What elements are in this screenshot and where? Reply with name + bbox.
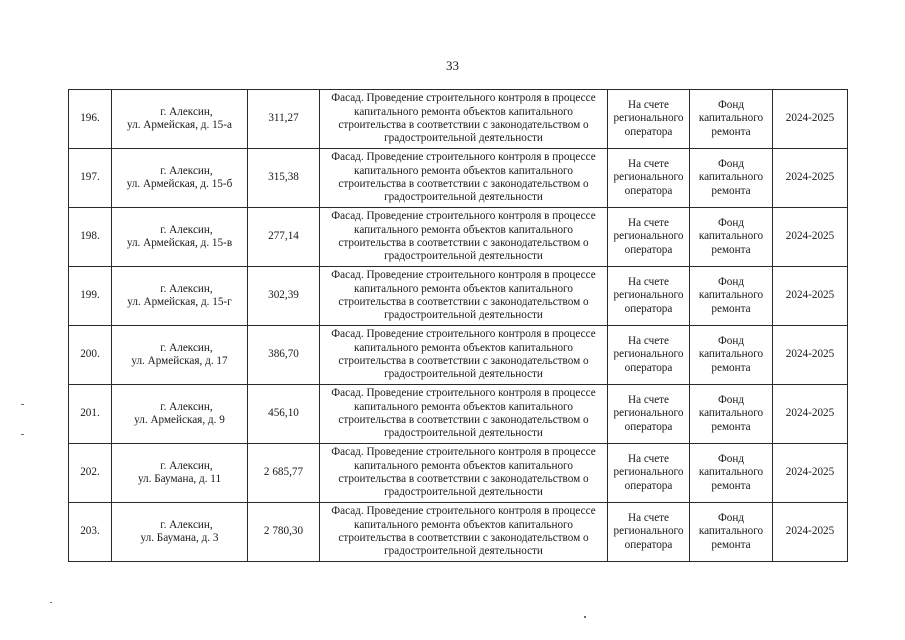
account-line: регионального bbox=[613, 407, 684, 420]
funding-source-cell bbox=[690, 208, 773, 267]
address-cell bbox=[112, 503, 248, 562]
work-description-line: Фасад. Проведение строительного контроля в процессе bbox=[331, 446, 596, 459]
work-description-line: Фасад. Проведение строительного контроля в процессе bbox=[331, 328, 596, 341]
table-body bbox=[69, 90, 848, 562]
row-number-cell: 198. bbox=[69, 208, 112, 267]
area-cell: 2 685,77 bbox=[248, 444, 320, 503]
funding-source-line: ремонта bbox=[711, 420, 751, 433]
table-row bbox=[69, 444, 848, 503]
funding-source-line: ремонта bbox=[711, 361, 751, 374]
account-line: На счете bbox=[627, 216, 670, 229]
account-cell bbox=[608, 444, 690, 503]
work-description-line: Фасад. Проведение строительного контроля в процессе bbox=[331, 151, 596, 164]
table-row bbox=[69, 326, 848, 385]
period-cell: 2024-2025 bbox=[773, 503, 848, 562]
work-description-line: градостроительной деятельности bbox=[384, 191, 543, 204]
period-cell: 2024-2025 bbox=[773, 267, 848, 326]
account-line: оператора bbox=[624, 479, 673, 492]
account-cell bbox=[608, 267, 690, 326]
work-description-line: капитального ремонта объектов капитального bbox=[354, 518, 573, 531]
funding-source-line: капитального bbox=[698, 112, 764, 125]
scan-speck bbox=[21, 434, 24, 435]
account-line: регионального bbox=[613, 289, 684, 302]
funding-source-line: Фонд bbox=[717, 275, 745, 288]
area-cell: 2 780,30 bbox=[248, 503, 320, 562]
account-cell bbox=[608, 90, 690, 149]
period-cell: 2024-2025 bbox=[773, 208, 848, 267]
row-number-cell: 197. bbox=[69, 149, 112, 208]
area-cell: 277,14 bbox=[248, 208, 320, 267]
work-description-cell bbox=[320, 149, 608, 208]
table-row bbox=[69, 503, 848, 562]
work-description-line: капитального ремонта объектов капитального bbox=[354, 105, 573, 118]
funding-source-line: ремонта bbox=[711, 125, 751, 138]
account-line: оператора bbox=[624, 302, 673, 315]
row-number-cell: 200. bbox=[69, 326, 112, 385]
period-cell: 2024-2025 bbox=[773, 149, 848, 208]
address-cell bbox=[112, 267, 248, 326]
row-number-cell: 196. bbox=[69, 90, 112, 149]
work-description-line: строительства в соответствии с законодательством о bbox=[338, 473, 589, 485]
work-description-line: Фасад. Проведение строительного контроля в процессе bbox=[331, 269, 596, 282]
funding-source-line: Фонд bbox=[717, 511, 745, 524]
period-cell: 2024-2025 bbox=[773, 444, 848, 503]
work-description-line: строительства в соответствии с законодательством о bbox=[338, 532, 589, 544]
account-line: оператора bbox=[624, 538, 673, 551]
account-line: оператора bbox=[624, 420, 673, 433]
table-row bbox=[69, 385, 848, 444]
address-line: г. Алексин, bbox=[160, 164, 213, 177]
funding-source-line: капитального bbox=[698, 230, 764, 243]
work-description-line: строительства в соответствии с законодательством о bbox=[338, 237, 589, 249]
work-description-line: градостроительной деятельности bbox=[384, 309, 543, 322]
row-number-cell: 203. bbox=[69, 503, 112, 562]
area-cell: 315,38 bbox=[248, 149, 320, 208]
work-description-cell bbox=[320, 503, 608, 562]
funding-source-line: капитального bbox=[698, 525, 764, 538]
account-line: регионального bbox=[613, 466, 684, 479]
address-line: ул. Баумана, д. 3 bbox=[140, 532, 219, 544]
address-line: г. Алексин, bbox=[160, 400, 213, 413]
capital-repair-table bbox=[68, 89, 848, 562]
period-cell: 2024-2025 bbox=[773, 90, 848, 149]
account-cell bbox=[608, 326, 690, 385]
row-number-cell: 202. bbox=[69, 444, 112, 503]
funding-source-line: капитального bbox=[698, 348, 764, 361]
work-description-cell bbox=[320, 90, 608, 149]
funding-source-line: ремонта bbox=[711, 184, 751, 197]
work-description-line: капитального ремонта объектов капитального bbox=[354, 164, 573, 177]
account-line: регионального bbox=[613, 348, 684, 361]
account-line: регионального bbox=[613, 525, 684, 538]
work-description-line: градостроительной деятельности bbox=[384, 368, 543, 381]
address-cell bbox=[112, 149, 248, 208]
address-cell bbox=[112, 326, 248, 385]
address-line: ул. Баумана, д. 11 bbox=[137, 473, 222, 485]
funding-source-line: капитального bbox=[698, 466, 764, 479]
account-cell bbox=[608, 503, 690, 562]
address-line: г. Алексин, bbox=[160, 341, 213, 354]
period-cell: 2024-2025 bbox=[773, 385, 848, 444]
funding-source-line: Фонд bbox=[717, 452, 745, 465]
work-description-cell bbox=[320, 326, 608, 385]
work-description-line: градостроительной деятельности bbox=[384, 545, 543, 558]
address-cell bbox=[112, 208, 248, 267]
funding-source-cell bbox=[690, 444, 773, 503]
work-description-cell bbox=[320, 267, 608, 326]
account-line: На счете bbox=[627, 275, 670, 288]
funding-source-line: Фонд bbox=[717, 98, 745, 111]
work-description-line: Фасад. Проведение строительного контроля в процессе bbox=[331, 210, 596, 223]
funding-source-line: Фонд bbox=[717, 393, 745, 406]
address-line: г. Алексин, bbox=[160, 105, 213, 118]
funding-source-cell bbox=[690, 149, 773, 208]
account-line: На счете bbox=[627, 334, 670, 347]
address-line: ул. Армейская, д. 15-в bbox=[126, 237, 233, 249]
address-line: ул. Армейская, д. 9 bbox=[134, 414, 225, 426]
work-description-line: капитального ремонта объектов капитального bbox=[354, 341, 573, 354]
funding-source-cell bbox=[690, 267, 773, 326]
funding-source-cell bbox=[690, 90, 773, 149]
work-description-line: строительства в соответствии с законодательством о bbox=[338, 119, 589, 131]
period-cell: 2024-2025 bbox=[773, 326, 848, 385]
funding-source-line: капитального bbox=[698, 407, 764, 420]
work-description-line: капитального ремонта объектов капитального bbox=[354, 400, 573, 413]
page-number: 33 bbox=[446, 58, 459, 73]
area-cell: 302,39 bbox=[248, 267, 320, 326]
work-description-line: градостроительной деятельности bbox=[384, 132, 543, 145]
address-cell bbox=[112, 385, 248, 444]
area-cell: 311,27 bbox=[248, 90, 320, 149]
account-line: оператора bbox=[624, 243, 673, 256]
funding-source-line: капитального bbox=[698, 289, 764, 302]
account-line: На счете bbox=[627, 157, 670, 170]
address-line: ул. Армейская, д. 17 bbox=[131, 355, 228, 367]
work-description-line: строительства в соответствии с законодательством о bbox=[338, 355, 589, 367]
work-description-line: Фасад. Проведение строительного контроля в процессе bbox=[331, 92, 596, 105]
work-description-line: градостроительной деятельности bbox=[384, 427, 543, 440]
address-cell bbox=[112, 90, 248, 149]
account-line: регионального bbox=[613, 230, 684, 243]
account-cell bbox=[608, 149, 690, 208]
scan-speck bbox=[584, 616, 586, 618]
funding-source-cell bbox=[690, 326, 773, 385]
funding-source-line: Фонд bbox=[717, 157, 745, 170]
funding-source-line: Фонд bbox=[717, 216, 745, 229]
address-line: г. Алексин, bbox=[160, 223, 213, 236]
row-number-cell: 199. bbox=[69, 267, 112, 326]
funding-source-line: ремонта bbox=[711, 538, 751, 551]
account-line: регионального bbox=[613, 112, 684, 125]
area-cell: 456,10 bbox=[248, 385, 320, 444]
funding-source-line: ремонта bbox=[711, 243, 751, 256]
account-line: На счете bbox=[627, 452, 670, 465]
account-line: На счете bbox=[627, 511, 670, 524]
table-row bbox=[69, 208, 848, 267]
address-line: г. Алексин, bbox=[160, 282, 213, 295]
work-description-line: строительства в соответствии с законодательством о bbox=[338, 414, 589, 426]
work-description-line: капитального ремонта объектов капитального bbox=[354, 223, 573, 236]
funding-source-cell bbox=[690, 503, 773, 562]
account-line: На счете bbox=[627, 98, 670, 111]
funding-source-line: ремонта bbox=[711, 479, 751, 492]
account-cell bbox=[608, 385, 690, 444]
table-row bbox=[69, 149, 848, 208]
area-cell: 386,70 bbox=[248, 326, 320, 385]
address-cell bbox=[112, 444, 248, 503]
address-line: ул. Армейская, д. 15-а bbox=[127, 119, 232, 131]
address-line: г. Алексин, bbox=[160, 518, 213, 531]
account-line: оператора bbox=[624, 184, 673, 197]
work-description-cell bbox=[320, 208, 608, 267]
work-description-line: градостроительной деятельности bbox=[384, 250, 543, 263]
address-line: г. Алексин, bbox=[160, 459, 213, 472]
work-description-line: капитального ремонта объектов капитального bbox=[354, 459, 573, 472]
account-line: На счете bbox=[627, 393, 670, 406]
address-line: ул. Армейская, д. 15-б bbox=[126, 178, 233, 190]
work-description-line: капитального ремонта объектов капитального bbox=[354, 282, 573, 295]
work-description-line: Фасад. Проведение строительного контроля в процессе bbox=[331, 505, 596, 518]
funding-source-cell bbox=[690, 385, 773, 444]
table-row bbox=[69, 267, 848, 326]
table-row bbox=[69, 90, 848, 149]
scan-speck bbox=[50, 602, 52, 603]
scan-speck bbox=[21, 404, 24, 405]
work-description-line: градостроительной деятельности bbox=[384, 486, 543, 499]
funding-source-line: Фонд bbox=[717, 334, 745, 347]
work-description-cell bbox=[320, 444, 608, 503]
row-number-cell: 201. bbox=[69, 385, 112, 444]
work-description-line: строительства в соответствии с законодательством о bbox=[338, 296, 589, 308]
account-line: оператора bbox=[624, 125, 673, 138]
funding-source-line: ремонта bbox=[711, 302, 751, 315]
account-line: оператора bbox=[624, 361, 673, 374]
work-description-line: строительства в соответствии с законодательством о bbox=[338, 178, 589, 190]
address-line: ул. Армейская, д. 15-г bbox=[127, 296, 232, 308]
account-line: регионального bbox=[613, 171, 684, 184]
work-description-cell bbox=[320, 385, 608, 444]
work-description-line: Фасад. Проведение строительного контроля в процессе bbox=[331, 387, 596, 400]
account-cell bbox=[608, 208, 690, 267]
funding-source-line: капитального bbox=[698, 171, 764, 184]
